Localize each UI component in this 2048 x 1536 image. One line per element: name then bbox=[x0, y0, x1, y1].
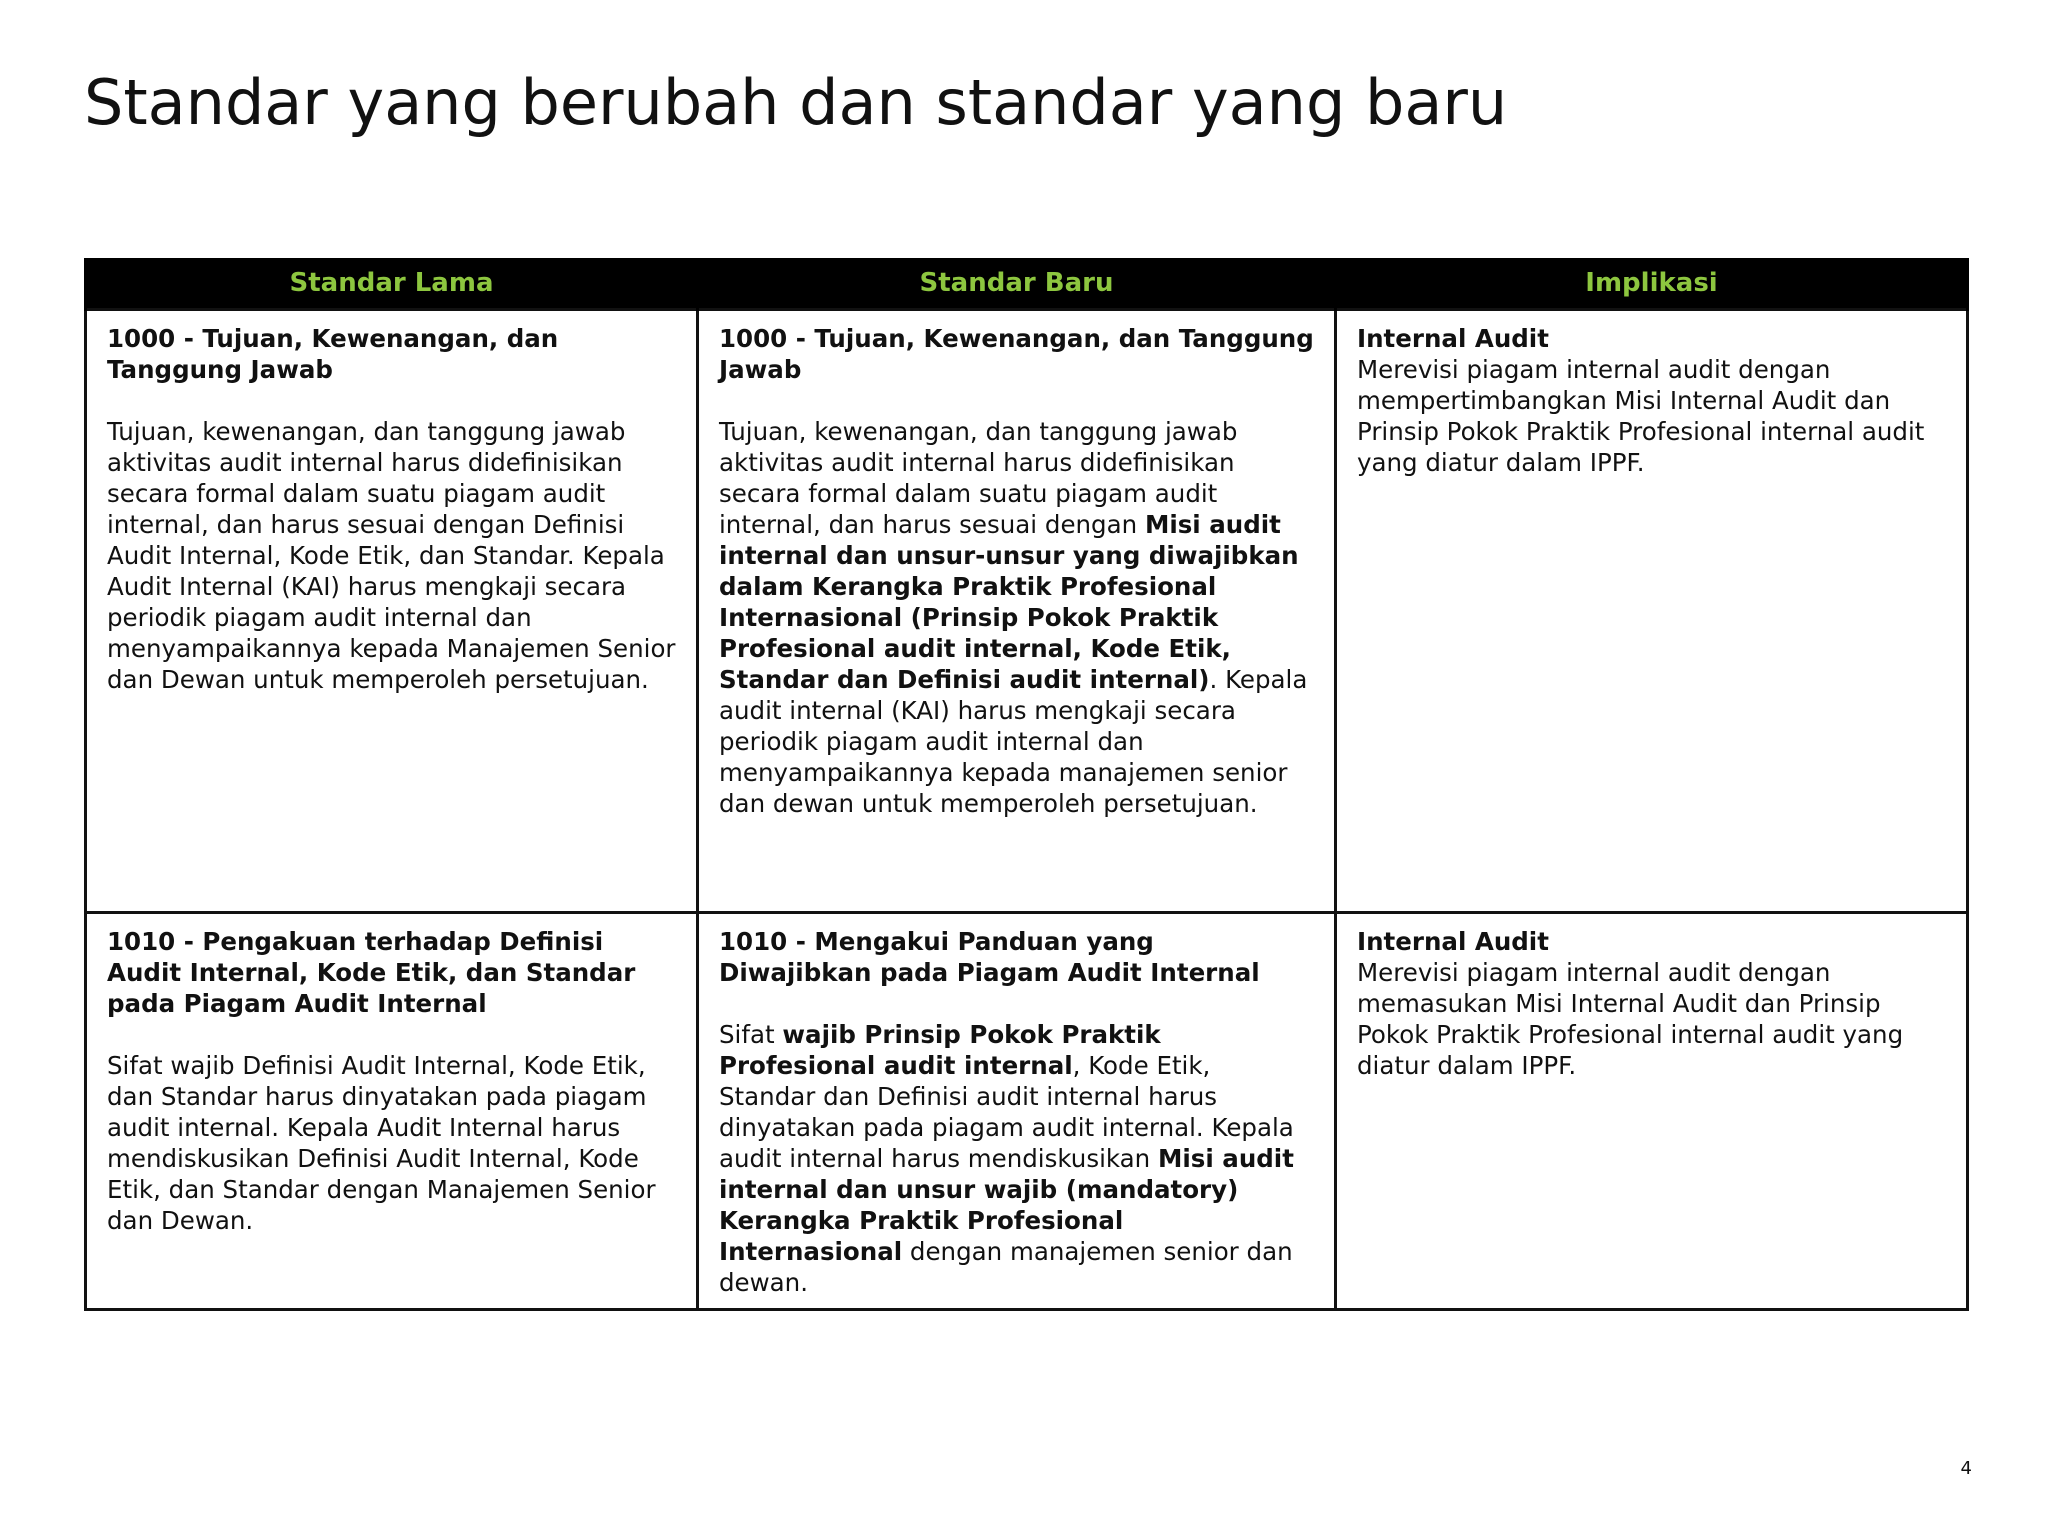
column-header-standar-lama: Standar Lama bbox=[86, 258, 698, 310]
page-title: Standar yang berubah dan standar yang baru bbox=[84, 66, 1508, 139]
implication-body: Merevisi piagam internal audit dengan memasukan Misi Internal Audit dan Prinsip Pokok Praktik Profesional internal audit yang diatur dalam IPPF. bbox=[1357, 958, 1904, 1080]
implication-body: Merevisi piagam internal audit dengan mempertimbangkan Misi Internal Audit dan Prinsip Pokok Praktik Profesional internal audit yang diatur dalam IPPF. bbox=[1357, 355, 1925, 477]
old-standard-heading: 1010 - Pengakuan terhadap Definisi Audit Internal, Kode Etik, dan Standar pada Piagam Audit Internal bbox=[107, 927, 636, 1018]
new-standard-cell bbox=[698, 913, 1336, 1310]
new-standard-body-text: , Kode Etik, Standar dan Definisi audit internal harus dinyatakan pada piagam audit internal. Kepala audit internal harus mendiskusikan bbox=[719, 1051, 1294, 1173]
new-standard-heading: 1000 - Tujuan, Kewenangan, dan Tanggung Jawab bbox=[719, 324, 1314, 384]
implication-heading: Internal Audit bbox=[1357, 927, 1549, 956]
old-standard-body: Sifat wajib Definisi Audit Internal, Kode Etik, dan Standar harus dinyatakan pada piagam audit internal. Kepala Audit Internal harus mendiskusikan Definisi Audit Internal, Kode Etik, dan Standar dengan Manajemen Senior dan Dewan. bbox=[107, 1051, 656, 1235]
new-standard-body-emphasis: Misi audit internal dan unsur-unsur yang diwajibkan dalam Kerangka Praktik Profesional Internasional (Prinsip Pokok Praktik Profesional audit internal, Kode Etik, Standar dan Definisi audit internal) bbox=[719, 510, 1299, 694]
new-standard-body-text: Tujuan, kewenangan, dan tanggung jawab aktivitas audit internal harus didefinisikan secara formal dalam suatu piagam audit internal, dan harus sesuai dengan bbox=[719, 417, 1238, 539]
new-standard-body-emphasis: wajib Prinsip Pokok Praktik Profesional audit internal bbox=[719, 1020, 1161, 1080]
old-standard-heading: 1000 - Tujuan, Kewenangan, dan Tanggung Jawab bbox=[107, 324, 559, 384]
table-row bbox=[86, 310, 1968, 913]
old-standard-cell bbox=[86, 913, 698, 1310]
old-standard-cell bbox=[86, 310, 698, 913]
table-row bbox=[86, 913, 1968, 1310]
new-standard-body bbox=[719, 1019, 1314, 1298]
new-standard-heading: 1010 - Mengakui Panduan yang Diwajibkan pada Piagam Audit Internal bbox=[719, 927, 1260, 987]
new-standard-body-emphasis: Misi audit internal dan unsur wajib (mandatory) Kerangka Praktik Profesional Internasional bbox=[719, 1144, 1294, 1266]
new-standard-body bbox=[719, 416, 1314, 819]
new-standard-body-text: dengan manajemen senior dan dewan. bbox=[719, 1237, 1293, 1297]
column-header-implikasi: Implikasi bbox=[1336, 258, 1968, 310]
implication-cell bbox=[1336, 913, 1968, 1310]
table-header-row bbox=[86, 258, 1968, 310]
old-standard-body: Tujuan, kewenangan, dan tanggung jawab aktivitas audit internal harus didefinisikan secara formal dalam suatu piagam audit internal, dan harus sesuai dengan Definisi Audit Internal, Kode Etik, dan Standar. Kepala Audit Internal (KAI) harus mengkaji secara periodik piagam audit internal dan menyampaikannya kepada Manajemen Senior dan Dewan untuk memperoleh persetujuan. bbox=[107, 417, 676, 694]
page-number: 4 bbox=[1960, 1458, 1972, 1479]
implication-cell bbox=[1336, 310, 1968, 913]
comparison-table bbox=[84, 258, 1969, 1311]
implication-heading: Internal Audit bbox=[1357, 324, 1549, 353]
new-standard-cell bbox=[698, 310, 1336, 913]
column-header-standar-baru: Standar Baru bbox=[698, 258, 1336, 310]
new-standard-body-text: . Kepala audit internal (KAI) harus mengkaji secara periodik piagam audit internal dan menyampaikannya kepada manajemen senior dan dewan untuk memperoleh persetujuan. bbox=[719, 665, 1308, 818]
new-standard-body-text: Sifat bbox=[719, 1020, 783, 1049]
